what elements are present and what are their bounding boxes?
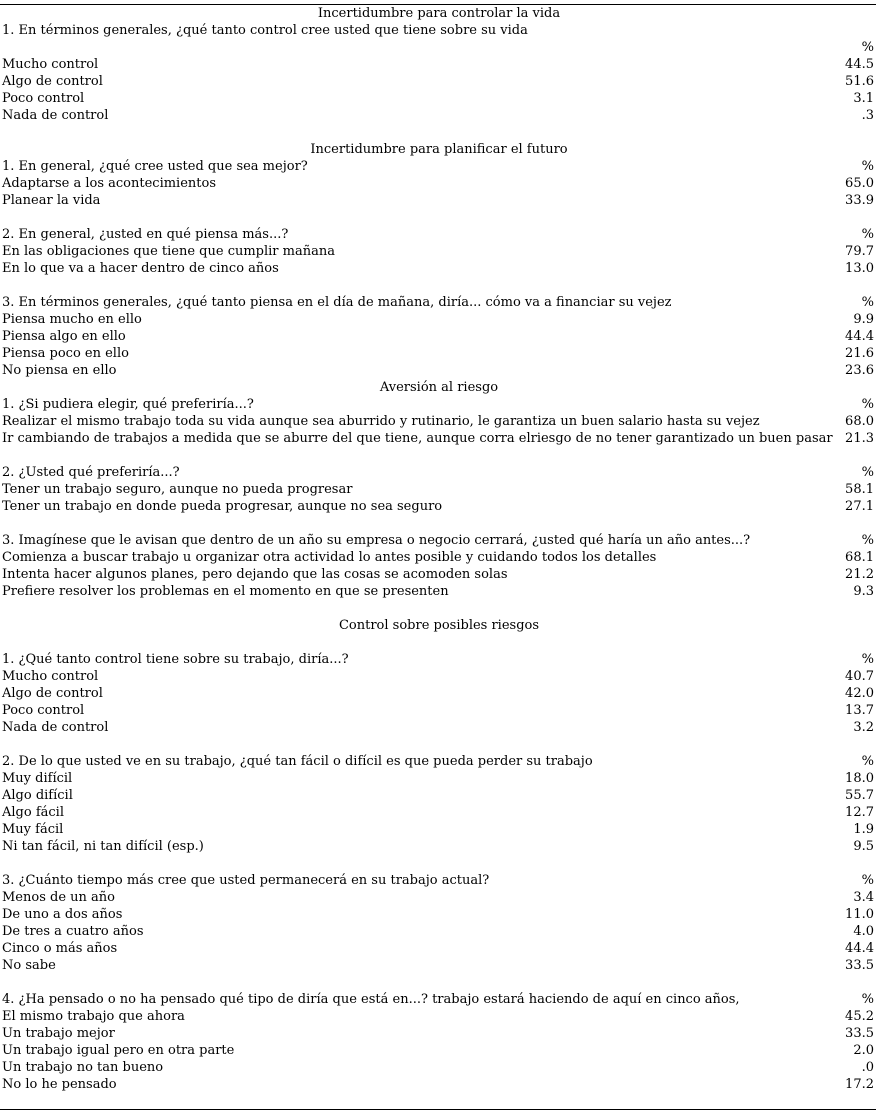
question-row xyxy=(2,872,876,889)
answer-value: 9.3 xyxy=(853,584,874,599)
spacer-row xyxy=(2,124,876,141)
answer-label: Prefiere resolver los problemas en el momento en que se presenten xyxy=(2,584,449,599)
answer-value: 9.5 xyxy=(853,839,874,854)
percent-unit: % xyxy=(861,652,874,667)
answer-label: Algo de control xyxy=(2,686,103,701)
section-title: Aversión al riesgo xyxy=(379,380,499,395)
answer-row xyxy=(2,73,876,90)
answer-row xyxy=(2,243,876,260)
answer-label: No lo he pensado xyxy=(2,1077,117,1092)
answer-label: Muy fácil xyxy=(2,822,64,837)
answer-row xyxy=(2,804,876,821)
answer-value: 4.0 xyxy=(853,924,874,939)
answer-row xyxy=(2,668,876,685)
answer-label: No piensa en ello xyxy=(2,363,117,378)
answer-row xyxy=(2,566,876,583)
answer-value: .3 xyxy=(861,108,874,123)
answer-label: Mucho control xyxy=(2,57,99,72)
spacer-row xyxy=(2,277,876,294)
answer-row xyxy=(2,702,876,719)
answer-row xyxy=(2,719,876,736)
survey-table xyxy=(2,5,876,1093)
answer-value: 12.7 xyxy=(845,805,874,820)
percent-unit: % xyxy=(861,465,874,480)
question-text: 1. En términos generales, ¿qué tanto control cree usted que tiene sobre su vida xyxy=(2,23,528,38)
answer-value: 9.9 xyxy=(853,312,874,327)
answer-label: Ir cambiando de trabajos a medida que se aburre del que tiene, aunque corra elriesgo de no tener garantizado un buen pasar xyxy=(2,431,833,446)
answer-label: Algo fácil xyxy=(2,805,64,820)
question-text: 3. Imagínese que le avisan que dentro de un año su empresa o negocio cerrará, ¿usted qué haría un año antes...? xyxy=(2,533,751,548)
percent-unit: % xyxy=(861,159,874,174)
answer-value: 17.2 xyxy=(845,1077,874,1092)
answer-row xyxy=(2,1076,876,1093)
answer-row xyxy=(2,1008,876,1025)
question-text: 2. En general, ¿usted en qué piensa más...? xyxy=(2,227,289,242)
answer-value: 33.9 xyxy=(845,193,874,208)
question-row xyxy=(2,396,876,413)
answer-label: Nada de control xyxy=(2,720,109,735)
answer-value: 23.6 xyxy=(845,363,874,378)
answer-row xyxy=(2,413,876,430)
answer-value: 2.0 xyxy=(853,1043,874,1058)
spacer-row xyxy=(2,515,876,532)
question-text: 2. ¿Usted qué preferiría...? xyxy=(2,465,180,480)
answer-row xyxy=(2,1025,876,1042)
answer-label: Nada de control xyxy=(2,108,109,123)
answer-value: 3.2 xyxy=(853,720,874,735)
answer-value: 45.2 xyxy=(845,1009,874,1024)
question-row xyxy=(2,158,876,175)
question-row xyxy=(2,753,876,770)
answer-row xyxy=(2,328,876,345)
answer-label: Un trabajo no tan bueno xyxy=(2,1060,164,1075)
answer-row xyxy=(2,957,876,974)
answer-row xyxy=(2,889,876,906)
answer-value: 44.4 xyxy=(845,941,874,956)
percent-unit: % xyxy=(861,992,874,1007)
question-text: 3. En términos generales, ¿qué tanto piensa en el día de mañana, diría... cómo va a financiar su vejez xyxy=(2,295,672,310)
question-row xyxy=(2,651,876,668)
answer-row xyxy=(2,940,876,957)
answer-value: 27.1 xyxy=(845,499,874,514)
answer-label: Piensa algo en ello xyxy=(2,329,126,344)
answer-label: No sabe xyxy=(2,958,56,973)
answer-row xyxy=(2,192,876,209)
answer-row xyxy=(2,787,876,804)
percent-unit: % xyxy=(861,397,874,412)
answer-row xyxy=(2,821,876,838)
spacer-row xyxy=(2,209,876,226)
answer-row xyxy=(2,770,876,787)
answer-value: .0 xyxy=(861,1060,874,1075)
answer-value: 44.4 xyxy=(845,329,874,344)
answer-row xyxy=(2,345,876,362)
percent-unit: % xyxy=(861,295,874,310)
answer-row xyxy=(2,906,876,923)
answer-value: 33.5 xyxy=(845,958,874,973)
answer-value: 3.1 xyxy=(853,91,874,106)
percent-unit: % xyxy=(861,227,874,242)
answer-row xyxy=(2,260,876,277)
answer-label: Un trabajo igual pero en otra parte xyxy=(2,1043,235,1058)
section-title: Incertidumbre para planificar el futuro xyxy=(310,142,568,157)
answer-label: Poco control xyxy=(2,91,85,106)
answer-value: 55.7 xyxy=(845,788,874,803)
answer-label: En lo que va a hacer dentro de cinco años xyxy=(2,261,279,276)
answer-row xyxy=(2,430,876,447)
answer-value: 21.3 xyxy=(845,431,874,446)
answer-label: En las obligaciones que tiene que cumplir mañana xyxy=(2,244,335,259)
question-row xyxy=(2,22,876,39)
question-text: 1. ¿Qué tanto control tiene sobre su trabajo, diría...? xyxy=(2,652,349,667)
answer-row xyxy=(2,90,876,107)
question-text: 4. ¿Ha pensado o no ha pensado qué tipo de diría que está en...? trabajo estará haciendo de aquí en cinco años, xyxy=(2,992,740,1007)
answer-label: Cinco o más años xyxy=(2,941,118,956)
answer-label: Realizar el mismo trabajo toda su vida aunque sea aburrido y rutinario, le garantiza un buen salario hasta su vejez xyxy=(2,414,760,429)
answer-label: Tener un trabajo en donde pueda progresar, aunque no sea seguro xyxy=(2,499,443,514)
answer-value: 40.7 xyxy=(845,669,874,684)
answer-row xyxy=(2,1059,876,1076)
percent-unit: % xyxy=(861,40,874,55)
answer-value: 11.0 xyxy=(845,907,874,922)
answer-row xyxy=(2,362,876,379)
spacer-row xyxy=(2,600,876,617)
answer-label: De tres a cuatro años xyxy=(2,924,144,939)
section-title: Incertidumbre para controlar la vida xyxy=(317,6,561,21)
answer-value: 44.5 xyxy=(845,57,874,72)
answer-label: Adaptarse a los acontecimientos xyxy=(2,176,216,191)
answer-label: Piensa mucho en ello xyxy=(2,312,142,327)
question-row xyxy=(2,532,876,549)
question-row xyxy=(2,464,876,481)
answer-row xyxy=(2,549,876,566)
answer-value: 65.0 xyxy=(845,176,874,191)
answer-value: 68.1 xyxy=(845,550,874,565)
answer-row xyxy=(2,1042,876,1059)
answer-label: Tener un trabajo seguro, aunque no pueda progresar xyxy=(2,482,353,497)
percent-unit: % xyxy=(861,754,874,769)
answer-label: Mucho control xyxy=(2,669,99,684)
answer-value: 18.0 xyxy=(845,771,874,786)
answer-label: Intenta hacer algunos planes, pero dejando que las cosas se acomoden solas xyxy=(2,567,508,582)
answer-row xyxy=(2,56,876,73)
answer-value: 68.0 xyxy=(845,414,874,429)
question-row xyxy=(2,294,876,311)
spacer-row xyxy=(2,736,876,753)
answer-value: 58.1 xyxy=(845,482,874,497)
answer-value: 13.0 xyxy=(845,261,874,276)
answer-label: Menos de un año xyxy=(2,890,115,905)
question-row xyxy=(2,226,876,243)
spacer-row xyxy=(2,855,876,872)
answer-value: 51.6 xyxy=(845,74,874,89)
percent-unit: % xyxy=(861,873,874,888)
answer-label: Algo de control xyxy=(2,74,103,89)
spacer-row xyxy=(2,447,876,464)
answer-row xyxy=(2,685,876,702)
answer-label: Piensa poco en ello xyxy=(2,346,129,361)
answer-value: 13.7 xyxy=(845,703,874,718)
answer-value: 1.9 xyxy=(853,822,874,837)
answer-value: 21.2 xyxy=(845,567,874,582)
answer-label: De uno a dos años xyxy=(2,907,123,922)
answer-value: 33.5 xyxy=(845,1026,874,1041)
question-text: 2. De lo que usted ve en su trabajo, ¿qué tan fácil o difícil es que pueda perder su trabajo xyxy=(2,754,593,769)
answer-row xyxy=(2,838,876,855)
answer-label: Un trabajo mejor xyxy=(2,1026,115,1041)
answer-label: Algo difícil xyxy=(2,788,73,803)
answer-row xyxy=(2,923,876,940)
spacer-row xyxy=(2,634,876,651)
question-row xyxy=(2,991,876,1008)
question-text: 3. ¿Cuánto tiempo más cree que usted permanecerá en su trabajo actual? xyxy=(2,873,490,888)
answer-label: Poco control xyxy=(2,703,85,718)
percent-unit: % xyxy=(861,533,874,548)
section-title: Control sobre posibles riesgos xyxy=(338,618,540,633)
answer-value: 3.4 xyxy=(853,890,874,905)
question-text: 1. ¿Si pudiera elegir, qué preferiría...? xyxy=(2,397,254,412)
question-text: 1. En general, ¿qué cree usted que sea mejor? xyxy=(2,159,308,174)
answer-row xyxy=(2,583,876,600)
spacer-row xyxy=(2,974,876,991)
answer-value: 21.6 xyxy=(845,346,874,361)
answer-label: Ni tan fácil, ni tan difícil (esp.) xyxy=(2,839,204,854)
answer-label: Muy difícil xyxy=(2,771,73,786)
answer-row xyxy=(2,481,876,498)
answer-label: Comienza a buscar trabajo u organizar otra actividad lo antes posible y cuidando todos los detalles xyxy=(2,550,657,565)
percent-unit-row xyxy=(2,39,876,56)
answer-label: El mismo trabajo que ahora xyxy=(2,1009,185,1024)
answer-value: 79.7 xyxy=(845,244,874,259)
answer-row xyxy=(2,311,876,328)
bottom-rule xyxy=(0,1109,876,1110)
answer-row xyxy=(2,107,876,124)
answer-value: 42.0 xyxy=(845,686,874,701)
answer-row xyxy=(2,175,876,192)
answer-row xyxy=(2,498,876,515)
answer-label: Planear la vida xyxy=(2,193,101,208)
